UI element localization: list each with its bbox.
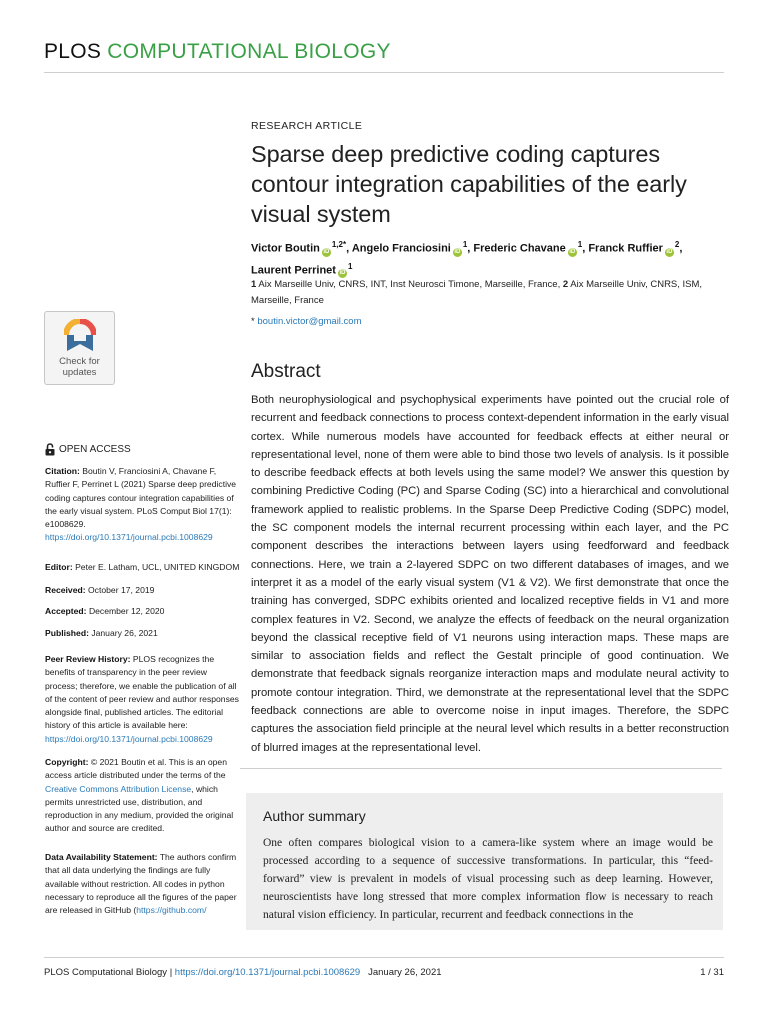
- citation-doi-link[interactable]: https://doi.org/10.1371/journal.pcbi.1008629: [45, 532, 213, 543]
- author-name[interactable]: Frederic Chavane: [473, 242, 566, 255]
- published-value: January 26, 2021: [91, 628, 158, 638]
- author-summary-text: One often compares biological vision to a camera-like system where an image would be processed according to a sequence of successive transformations. In particular, this “feed-forward” view is prevalent in models of visual processing such as deep learning. However, neuroscientists have long stressed that more complex information flow is necessary to reach natural vision efficiency. In particular, recurrent and feedback connections in the: [263, 837, 713, 921]
- accepted-value: December 12, 2020: [88, 606, 165, 616]
- orcid-icon[interactable]: iD: [454, 248, 461, 255]
- affiliations: [251, 277, 729, 309]
- author-list: Victor Boutin $iD^{1,2*}$, Angelo Franciosini $iD^1$, Frederic Chavane $iD^1$, Franck Ruffier $iD^2$, Laurent Perrinet $iD^1$: [251, 240, 683, 277]
- open-access-label: OPEN ACCESS: [59, 444, 131, 455]
- check-for-updates-button[interactable]: [44, 311, 115, 385]
- page-footer: [44, 967, 724, 978]
- article-type: RESEARCH ARTICLE: [251, 120, 363, 132]
- affiliation-text: Aix Marseille Univ, CNRS, INT, Inst Neurosci Timone, Marseille, France,: [258, 279, 561, 290]
- peer-review-link[interactable]: https://doi.org/10.1371/journal.pcbi.1008629: [45, 733, 213, 744]
- availability-text: The authors confirm that all data underlying the findings are fully available without restriction. All codes in python necessary to reproduce all the figures of the paper are released in GitHub (: [45, 852, 237, 916]
- data-availability-block: [45, 851, 241, 917]
- journal-name: COMPUTATIONAL BIOLOGY: [107, 40, 391, 63]
- received-value: October 17, 2019: [88, 585, 155, 595]
- header-divider: [44, 72, 724, 73]
- license-link[interactable]: Creative Commons Attribution License: [45, 783, 192, 794]
- journal-masthead: [44, 40, 391, 64]
- author-name[interactable]: Franck Ruffier: [588, 242, 663, 255]
- affiliation-number: 1: [251, 279, 257, 290]
- orcid-icon[interactable]: iD: [339, 270, 346, 277]
- article-title: Sparse deep predictive coding captures contour integration capabilities of the early visual system: [251, 141, 687, 227]
- page-number: 1 / 31: [700, 967, 724, 978]
- copyright-text: © 2021 Boutin et al. This is an open access article distributed under the terms of the: [45, 757, 227, 781]
- check-updates-label: Check for updates: [59, 356, 100, 378]
- received-date: [45, 584, 241, 597]
- accepted-date: [45, 605, 241, 618]
- affiliation-text: Aix Marseille Univ, CNRS, ISM, Marseille, France: [251, 279, 703, 306]
- author-summary-heading: Author summary: [263, 808, 366, 824]
- copyright-text-rest: , which permits unrestricted use, distribution, and reproduction in any medium, provided the original author and source are credited.: [45, 783, 234, 834]
- editor-block: [45, 561, 241, 574]
- publisher-name: PLOS: [44, 40, 102, 63]
- citation-label: Citation:: [45, 466, 80, 476]
- abstract-divider: [240, 768, 722, 769]
- copyright-block: [45, 756, 241, 836]
- author-affiliation-sup: 1: [347, 261, 353, 271]
- accepted-label: Accepted:: [45, 606, 87, 616]
- github-link[interactable]: https://github.com/: [136, 905, 207, 916]
- peer-review-text: PLOS recognizes the benefits of transparency in the peer review process; therefore, we enable the publication of all of the content of peer review and author responses alongside final, published articles. The editorial history of this article is available here:: [45, 654, 239, 731]
- footer-date: January 26, 2021: [368, 967, 442, 978]
- corresponding-star: *: [251, 316, 255, 327]
- orcid-icon[interactable]: iD: [569, 248, 576, 255]
- open-lock-icon: [45, 443, 55, 456]
- open-access-badge: [45, 443, 131, 456]
- orcid-icon[interactable]: iD: [323, 248, 330, 255]
- author-name[interactable]: Laurent Perrinet: [251, 264, 336, 277]
- citation-block: [45, 465, 241, 545]
- author-affiliation-sup: 2: [674, 240, 680, 249]
- citation-text: Boutin V, Franciosini A, Chavane F, Ruffier F, Perrinet L (2021) Sparse deep predictive coding captures contour integration capabilities of the early visual system. PLoS Comput Biol 17(1): e1008629.: [45, 466, 237, 530]
- affiliation-number: 2: [562, 279, 569, 290]
- author-name[interactable]: Victor Boutin: [251, 242, 320, 255]
- abstract-heading: Abstract: [251, 361, 321, 382]
- corresponding-author: [251, 316, 729, 327]
- footer-journal: PLOS Computational Biology: [44, 967, 168, 978]
- editor-label: Editor:: [45, 562, 73, 572]
- published-label: Published:: [45, 628, 89, 638]
- footer-divider: [44, 957, 724, 958]
- author-affiliation-sup: 1: [462, 240, 468, 249]
- availability-label: Data Availability Statement:: [45, 852, 158, 862]
- corresponding-email-link[interactable]: boutin.victor@gmail.com: [257, 316, 362, 327]
- received-label: Received:: [45, 585, 86, 595]
- abstract-text: Both neurophysiological and psychophysical experiments have pointed out the crucial role of recurrent and feedback connections to process context-dependent information in the early visual cortex. While numerous models have accounted for feedback effects at either neural or representational level, none of them were able to bind those two levels of analysis. Is it possible to describe feedback effects at both levels using the same model? We answer this question by combining Predictive Coding (PC) and Sparse Coding (SC) into a hierarchical and convolutional framework applied to realistic problems. In the Sparse Deep Predictive Coding (SDPC) model, the SC component models the internal recurrent processing within each layer, and the PC component describes the interactions between layers using feedforward and feedback connections. Here, we train a 2-layered SDPC on two different databases of images, and we interpret it as a model of the early visual system (V1 & V2). We first demonstrate that once the training has converged, SDPC exhibits oriented and localized receptive fields in V1 and more complex features in V2. Second, we analyze the effects of feedback on the neural organization beyond the classical receptive field of V1 neurons using interaction maps. These maps are similar to association fields and reflect the Gestalt principle of good continuation. We demonstrate that feedback signals reorganize interaction maps and modulate neural activity to promote contour integration. Third, we demonstrate at the representational level that the SDPC feedback connections are able to overcome noise in input images. Therefore, the SDPC captures the association field principle at the neural level which results in a better reconstruction of blurred images at the representational level.: [251, 394, 729, 754]
- copyright-label: Copyright:: [45, 757, 89, 767]
- author-affiliation-sup: 1: [577, 240, 583, 249]
- peer-review-block: [45, 653, 241, 746]
- published-date: [45, 627, 241, 640]
- peer-review-label: Peer Review History:: [45, 654, 131, 664]
- author-name[interactable]: Angelo Franciosini: [351, 242, 451, 255]
- footer-separator: |: [169, 967, 173, 978]
- check-updates-icon: [64, 319, 96, 355]
- footer-doi-link[interactable]: https://doi.org/10.1371/journal.pcbi.1008629: [174, 967, 361, 978]
- corresponding-star: *: [342, 240, 347, 249]
- author-affiliation-sup: 1,2: [331, 240, 343, 249]
- orcid-icon[interactable]: iD: [666, 248, 673, 255]
- editor-text: Peter E. Latham, UCL, UNITED KINGDOM: [75, 562, 240, 572]
